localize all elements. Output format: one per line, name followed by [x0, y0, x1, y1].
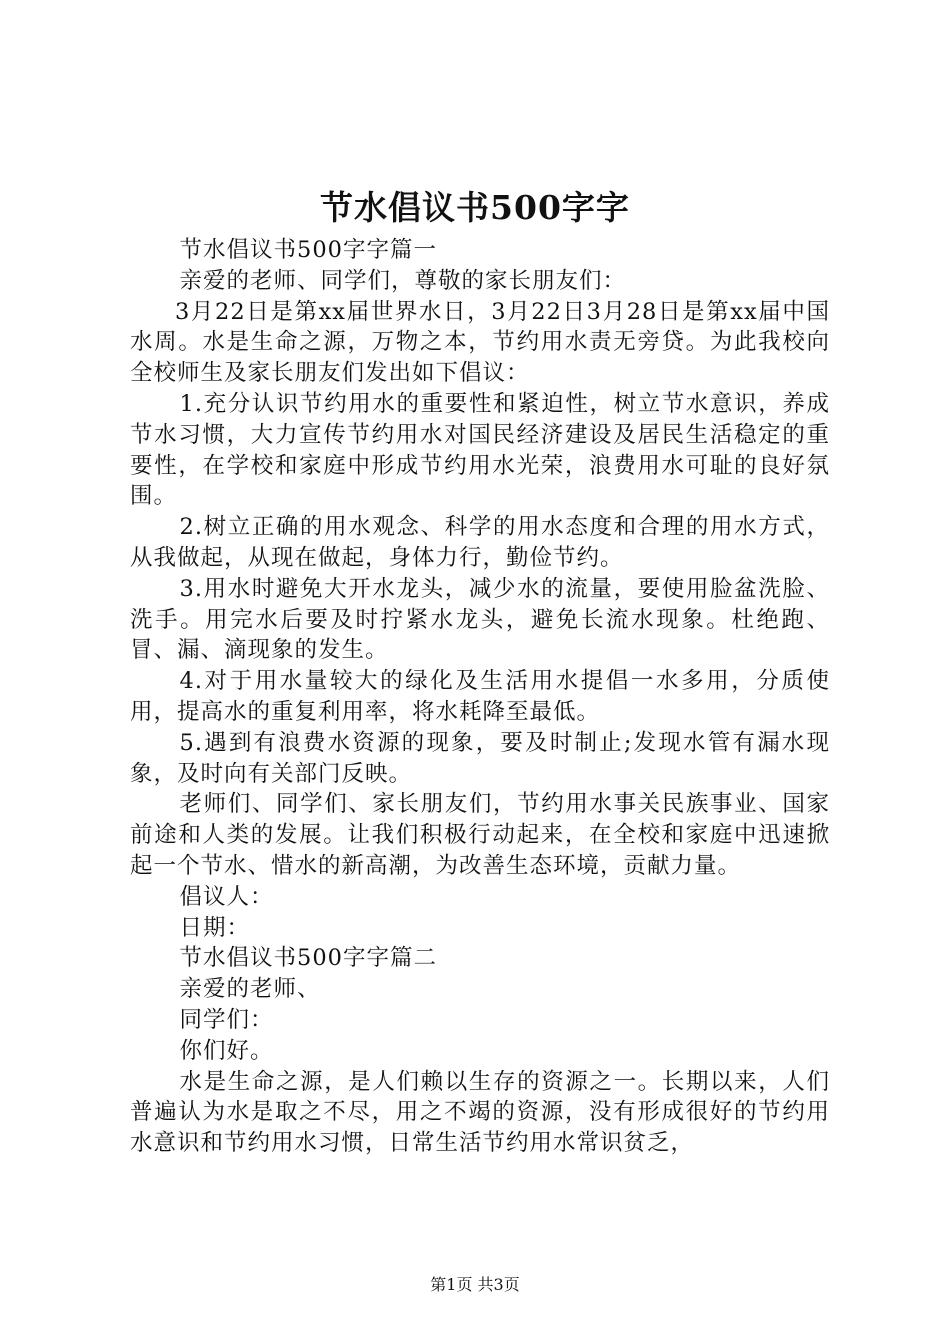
- signature-label: 倡议人：: [179, 883, 274, 910]
- page-footer: 第1页 共3页: [430, 1275, 520, 1294]
- proposal-item-1: 1.充分认识节约用水的重要性和紧迫性，树立节水意识，养成节水习惯，大力宣传节约用水对国民经济建设及居民生活稳定的重要性，在学校和家庭中形成节约用水光荣，浪费用水可耻的良好氛围。: [130, 390, 830, 510]
- proposal-item-2: 2.树立正确的用水观念、科学的用水态度和合理的用水方式，从我做起，从现在做起，身体力行，勤俭节约。: [130, 514, 830, 571]
- proposal-item-5: 5.遇到有浪费水资源的现象，要及时制止;发现水管有漏水现象，及时向有关部门反映。: [130, 729, 830, 787]
- document-title: 节水倡议书500字字: [320, 188, 630, 227]
- document-body: [130, 235, 830, 1159]
- salutation-2b: 同学们：: [179, 1006, 274, 1033]
- salutation: 亲爱的老师、同学们，尊敬的家长朋友们：: [179, 267, 627, 294]
- paragraph-intro: 3月22日是第xx届世界水日，3月22日3月28日是第xx届中国水周。水是生命之源，万物之本，节约用水责无旁贷。为此我校向全校师生及家长朋友们发出如下倡议：: [130, 298, 830, 387]
- proposal-item-3: 3.用水时避免大开水龙头，减少水的流量，要使用脸盆洗脸、洗手。用完水后要及时拧紧水龙头，避免长流水现象。杜绝跑、冒、漏、滴现象的发生。: [130, 575, 830, 664]
- date-label: 日期：: [179, 914, 251, 941]
- section-heading-1: 节水倡议书500字字篇一: [179, 237, 437, 263]
- proposal-item-4: 4.对于用水量较大的绿化及生活用水提倡一水多用，分质使用，提高水的重复利用率，将水耗降至最低。: [130, 668, 830, 725]
- section-heading-2: 节水倡议书500字字篇二: [179, 945, 437, 972]
- greeting: 你们好。: [179, 1037, 274, 1064]
- paragraph-closing: 老师们、同学们、家长朋友们，节约用水事关民族事业、国家前途和人类的发展。让我们积极行动起来，在全校和家庭中迅速掀起一个节水、惜水的新高潮，为改善生态环境，贡献力量。: [130, 791, 830, 879]
- paragraph-water: 水是生命之源，是人们赖以生存的资源之一。长期以来，人们普遍认为水是取之不尽，用之不竭的资源，没有形成很好的节约用水意识和节约用水习惯，日常生活节约用水常识贫乏，: [130, 1068, 830, 1157]
- salutation-2a: 亲爱的老师、: [179, 976, 321, 1003]
